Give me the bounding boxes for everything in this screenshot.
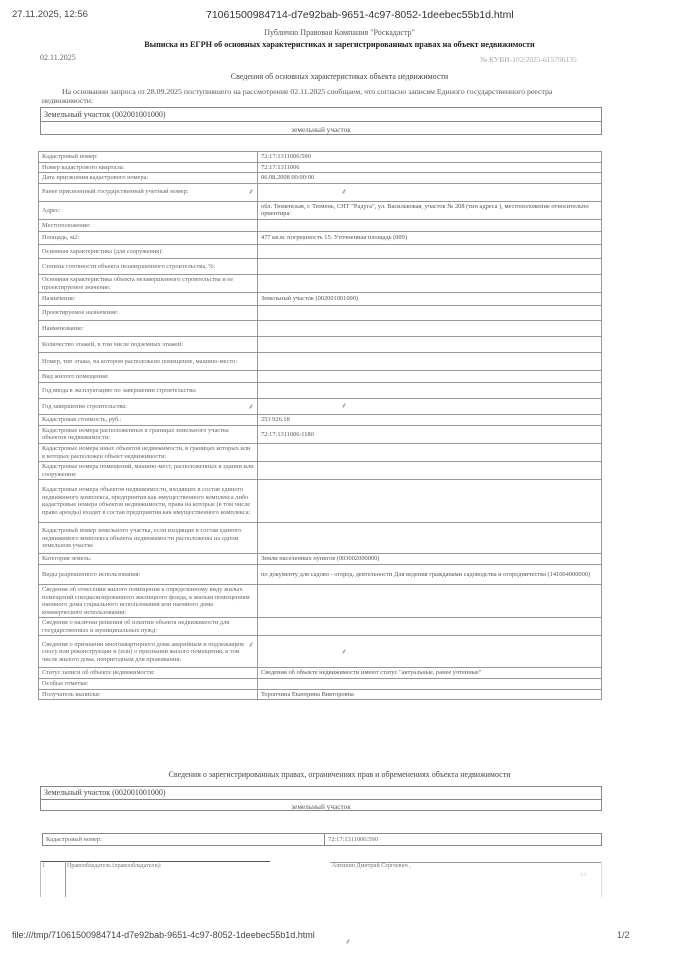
characteristic-label-text: Основная характеристика (для сооружения): <box>42 247 164 255</box>
print-footer-path: file:///tmp/71061500984714-d7e92bab-9651-4c97-8052-1deebec55b1d.html <box>12 930 315 940</box>
characteristic-label <box>39 415 258 426</box>
document-title: Выписка из ЕГРН об основных характеристиках и зарегистрированных правах на объект недвижимости <box>144 40 535 49</box>
intro-paragraph: На основании запроса от 28.09.2025 поступившего на рассмотрение 02.11.2025 сообщаем, что согласно записям Единого государственного реестра недвижимости: <box>42 87 553 105</box>
characteristic-label <box>39 258 258 274</box>
table-row <box>39 173 602 184</box>
table-row <box>39 636 602 668</box>
scribble-mark-icon: ⸙ <box>248 401 254 411</box>
characteristic-label-text: Кадастровые номера объектов недвижимости, входящих в состав единого недвижимого комплекса, предприятия как имущественного комплекса либо кадастровые номера объектов недвижимости, права на которые (в том числе право аренды) входят в состав предприятия как имущественного комплекса: <box>42 486 251 516</box>
characteristic-label <box>39 201 258 219</box>
table-row <box>43 834 602 846</box>
characteristic-label <box>39 443 258 461</box>
divider <box>40 861 270 862</box>
characteristic-value-text: 72:17:1311006:1180 <box>261 430 314 438</box>
characteristic-label <box>39 668 258 679</box>
table-row <box>39 371 602 383</box>
characteristic-label <box>39 337 258 353</box>
characteristic-label <box>39 371 258 383</box>
characteristic-value <box>258 201 602 219</box>
characteristic-value <box>258 258 602 274</box>
characteristic-label <box>39 480 258 523</box>
characteristic-label <box>39 425 258 443</box>
scribble-mark-icon: ⸙ <box>248 639 254 649</box>
characteristic-label <box>39 183 258 201</box>
characteristic-label-text: Дата присвоения кадастрового номера: <box>42 174 149 182</box>
characteristic-value <box>258 293 602 306</box>
characteristic-label-text: Год завершения строительства: <box>42 402 127 410</box>
document-number: № КУВИ-102/2025-615796135 <box>480 55 577 64</box>
characteristic-value <box>258 425 602 443</box>
characteristic-value <box>258 399 602 415</box>
rights-object-subtype: земельный участок <box>291 802 351 811</box>
characteristic-value <box>258 173 602 184</box>
table-row <box>39 274 602 292</box>
table-row <box>39 152 602 163</box>
characteristic-value <box>258 462 602 480</box>
rightholder-subnumber: 1.1 <box>580 873 587 878</box>
characteristic-value-text: 72:17:1311006:590 <box>261 153 311 160</box>
characteristic-value <box>258 564 602 584</box>
characteristic-value <box>258 523 602 554</box>
characteristic-value <box>258 152 602 163</box>
characteristic-value-text: обл. Тюменская, г. Тюмень, СНТ "Радуга", ул. Васильковая, участок № 208 (тип адреса ), местоположение относительно ориентира: <box>261 202 589 218</box>
object-subtype: земельный участок <box>291 125 351 134</box>
table-row <box>39 231 602 244</box>
characteristic-value <box>258 321 602 337</box>
table-row <box>39 523 602 554</box>
characteristic-label-text: Основная характеристика объекта незавершенного строительства и ее проектируемое значение: <box>42 275 234 291</box>
characteristic-label <box>39 679 258 690</box>
characteristic-label-text: Получатель выписки: <box>42 690 101 698</box>
table-row <box>39 383 602 399</box>
characteristic-label-text: Степень готовности объекта незавершенного строительства, %: <box>42 262 216 270</box>
characteristic-value <box>258 689 602 700</box>
characteristic-value <box>258 480 602 523</box>
table-row <box>39 219 602 231</box>
characteristic-label <box>39 219 258 231</box>
rightholder-value: Антипин Дмитрий Сергеевич , <box>332 863 411 869</box>
characteristic-label <box>39 274 258 292</box>
scribble-mark-icon: ⸙ <box>341 646 347 656</box>
characteristic-value-text: Торопчина Екатерина Викторовна <box>261 690 354 698</box>
characteristic-label <box>39 162 258 173</box>
characteristic-label-text: Наименование: <box>42 324 84 332</box>
rights-cadastral-label: Кадастровый номер: <box>43 834 325 846</box>
publisher: Публично Правовая Компания "Роскадастр" <box>264 28 415 37</box>
characteristic-label <box>39 523 258 554</box>
characteristic-label <box>39 462 258 480</box>
table-row <box>39 353 602 371</box>
divider <box>40 861 41 897</box>
characteristic-label <box>39 383 258 399</box>
print-datetime: 27.11.2025, 12:56 <box>12 9 88 20</box>
characteristic-label-text: Адрес: <box>42 206 61 214</box>
characteristic-label-text: Номер, тип этажа, на котором расположено помещение, машино-место: <box>42 357 238 365</box>
characteristic-label-text: Кадастровые номера иных объектов недвижимости, в границах которых или в которых расположен объект недвижимости: <box>42 444 251 460</box>
characteristic-value <box>258 371 602 383</box>
characteristic-value <box>258 244 602 258</box>
rightholder-block <box>40 861 602 897</box>
characteristics-table <box>38 151 602 700</box>
characteristic-label-text: Категория земель: <box>42 555 92 563</box>
characteristic-label-text: Сведения об отнесении жилого помещения к определенному виду жилых помещений специализированного жилищного фонда, к жилым помещениям наемного дома социального использования или наемного дома коммерческого использования: <box>42 585 250 616</box>
characteristic-value-text: Земельный участок (002001001000) <box>261 295 359 303</box>
characteristic-value <box>258 219 602 231</box>
characteristic-label-text: Статус записи об объекте недвижимости: <box>42 669 155 677</box>
rights-cadastral-table <box>42 833 602 846</box>
characteristic-label <box>39 636 258 668</box>
table-row <box>39 258 602 274</box>
characteristic-value <box>258 618 602 636</box>
characteristic-label-text: Сведения о признании многоквартирного дома аварийным и подлежащим сносу или реконструкции и (или) о признании жилого помещения, в том числе жилого дома, непригодным для проживания: <box>42 640 244 663</box>
characteristic-label-text: Вид жилого помещения: <box>42 372 109 380</box>
characteristic-value <box>258 183 602 201</box>
object-type-box <box>40 107 602 135</box>
table-row <box>39 162 602 173</box>
characteristic-value <box>258 679 602 690</box>
characteristic-label-text: Кадастровый номер: <box>42 153 98 160</box>
print-page-number: 1/2 <box>617 930 630 940</box>
characteristic-label-text: Площадь, м2: <box>42 234 80 242</box>
characteristic-label <box>39 173 258 184</box>
characteristic-label <box>39 321 258 337</box>
table-row <box>39 415 602 426</box>
characteristic-value <box>258 306 602 321</box>
table-row <box>39 689 602 700</box>
characteristic-value-text: Земли населенных пунктов (003002000000) <box>261 555 380 563</box>
characteristic-value-text: 72:17:1311006 <box>261 163 300 171</box>
characteristic-label <box>39 244 258 258</box>
document-date: 02.11.2025 <box>40 53 76 62</box>
characteristic-label-text: Количество этажей, в том числе подземных этажей: <box>42 340 184 348</box>
rightholder-number: 1 <box>42 863 45 869</box>
characteristic-label <box>39 618 258 636</box>
characteristic-value-text: по документу для садово - огород. деятельности Для ведения гражданами садоводства и огородничества (141004000000) <box>261 570 591 578</box>
table-row <box>39 554 602 565</box>
characteristic-value <box>258 636 602 668</box>
characteristic-label-text: Виды разрешенного использования: <box>42 570 141 578</box>
characteristic-value <box>258 231 602 244</box>
characteristic-label <box>39 564 258 584</box>
table-row <box>39 480 602 523</box>
rights-object-type: Земельный участок (002001001000) <box>41 787 601 800</box>
table-row <box>39 201 602 219</box>
section-title-characteristics: Сведения об основных характеристиках объекта недвижимости <box>230 72 449 81</box>
print-filename: 71061500984714-d7e92bab-9651-4c97-8052-1deebec55b1d.html <box>206 9 514 21</box>
characteristic-value <box>258 274 602 292</box>
characteristic-label-text: Сведения о наличии решения об изъятии объекта недвижимости для государственных и муниципальных нужд: <box>42 619 230 634</box>
scribble-mark-icon: ⸙ <box>341 401 347 411</box>
table-row <box>39 337 602 353</box>
characteristic-label <box>39 293 258 306</box>
characteristic-label-text: Проектируемое назначение: <box>42 309 119 317</box>
characteristic-label-text: Номер кадастрового квартала: <box>42 163 125 171</box>
characteristic-label <box>39 231 258 244</box>
rightholder-label: Правообладатель (правообладатели): <box>67 863 162 869</box>
scribble-mark-icon: ⸙ <box>341 186 347 196</box>
characteristic-value-text: 06.08.2008 00:00:00 <box>261 174 315 182</box>
section-title-rights: Сведения о зарегистрированных правах, ограничениях прав и обременениях объекта недвижимости <box>168 770 511 779</box>
characteristic-value <box>258 443 602 461</box>
characteristic-label-text: Кадастровые номера расположенных в границах земельного участка объектов недвижимости: <box>42 426 229 442</box>
characteristic-label <box>39 689 258 700</box>
table-row <box>39 618 602 636</box>
table-row <box>39 425 602 443</box>
characteristic-label-text: Особые отметки: <box>42 680 89 688</box>
table-row <box>39 462 602 480</box>
table-row <box>39 183 602 201</box>
characteristic-value <box>258 668 602 679</box>
characteristic-label-text: Кадастровая стоимость, руб.: <box>42 416 122 424</box>
rights-cadastral-value: 72:17:1311006:590 <box>325 834 602 846</box>
scribble-mark-icon: ⸙ <box>248 187 254 197</box>
characteristic-label <box>39 399 258 415</box>
object-type: Земельный участок (002001001000) <box>41 108 601 122</box>
characteristic-label <box>39 353 258 371</box>
table-row <box>39 321 602 337</box>
characteristic-value <box>258 584 602 617</box>
characteristic-value-text: 253 926.18 <box>261 416 290 424</box>
table-row <box>39 293 602 306</box>
table-row <box>39 399 602 415</box>
characteristic-value <box>258 415 602 426</box>
characteristic-label-text: Год ввода в эксплуатацию по завершении строительства: <box>42 386 197 394</box>
table-row <box>39 244 602 258</box>
characteristic-value <box>258 353 602 371</box>
characteristic-label-text: Назначение: <box>42 295 76 303</box>
rights-object-type-box <box>40 786 602 811</box>
divider <box>601 861 602 897</box>
characteristic-label <box>39 554 258 565</box>
scribble-mark-icon: ⸙ <box>345 937 351 946</box>
characteristic-label <box>39 306 258 321</box>
table-row <box>39 306 602 321</box>
table-row <box>39 443 602 461</box>
divider <box>65 861 66 897</box>
characteristic-value <box>258 554 602 565</box>
table-row <box>39 668 602 679</box>
characteristic-value <box>258 337 602 353</box>
characteristic-value-text: 477 кв.м. погрешность 15. Уточненная площадь (009) <box>261 234 407 242</box>
characteristic-label <box>39 152 258 163</box>
characteristic-value <box>258 162 602 173</box>
characteristic-value <box>258 383 602 399</box>
table-row <box>39 679 602 690</box>
characteristic-label <box>39 584 258 617</box>
characteristic-label-text: Местоположение: <box>42 221 91 229</box>
characteristic-value-text: Сведения об объекте недвижимости имеют статус "актуальные, ранее учтенные" <box>261 669 482 677</box>
characteristic-label-text: Кадастровый номер земельного участка, если входящие в состав единого недвижимого комплекса объекты недвижимости расположены на одном земельном участке <box>42 526 242 550</box>
table-row <box>39 584 602 617</box>
table-row <box>39 564 602 584</box>
characteristic-label-text: Кадастровые номера помещений, машино-мест, расположенных в здании или сооружении: <box>42 463 254 478</box>
characteristic-label-text: Ранее присвоенный государственный учетный номер: <box>42 188 189 196</box>
